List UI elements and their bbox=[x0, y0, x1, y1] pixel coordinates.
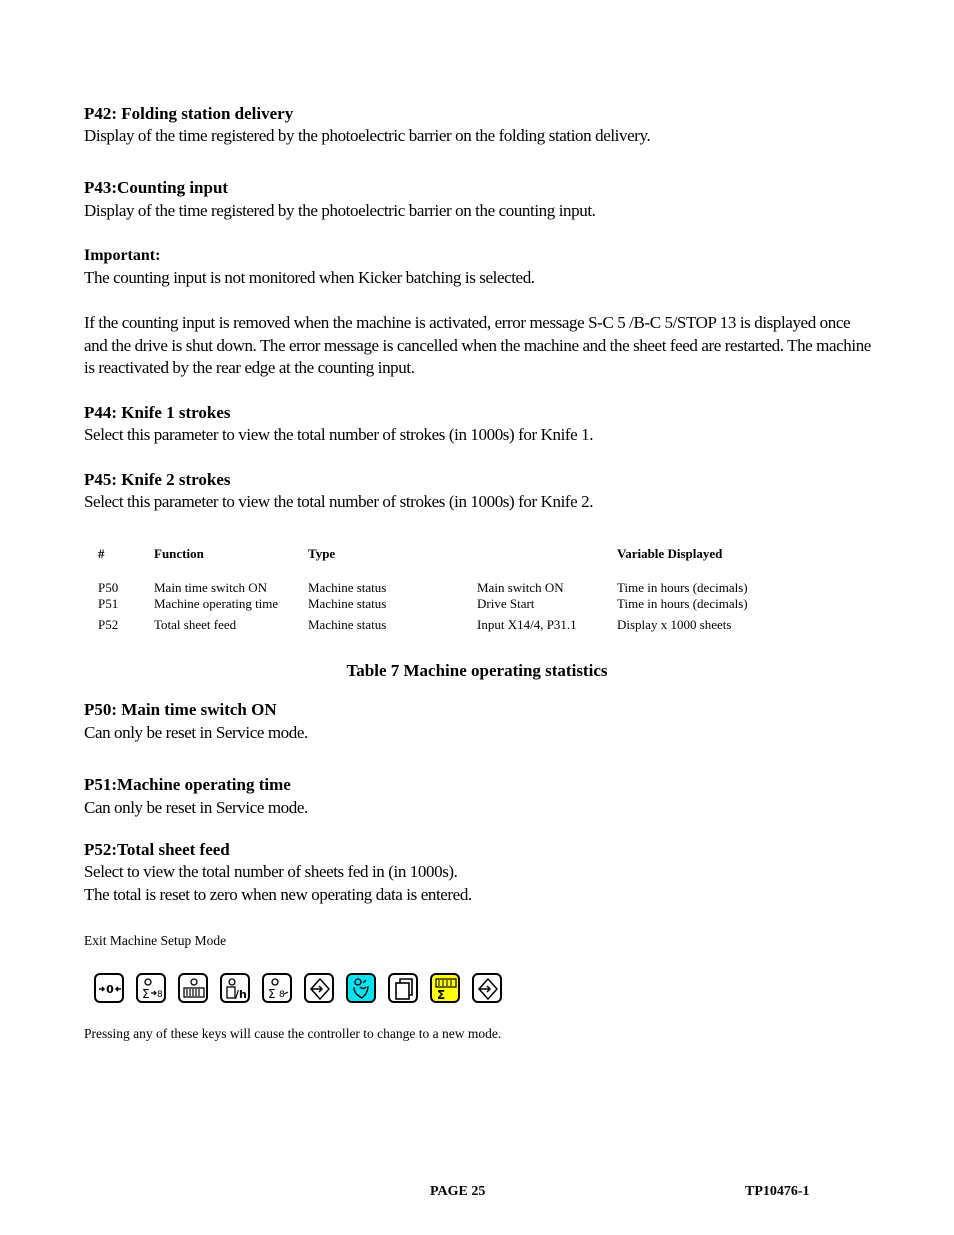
important-heading: Important: bbox=[84, 247, 161, 264]
table-cell: Drive Start bbox=[477, 596, 535, 611]
p42-heading: P42: Folding station delivery bbox=[84, 104, 294, 123]
col-header-type: Type bbox=[308, 546, 336, 561]
table-cell: P50 bbox=[98, 580, 119, 595]
table-cell: Display x 1000 sheets bbox=[617, 617, 732, 632]
page-number: PAGE 25 bbox=[430, 1184, 486, 1199]
counter-key-icon[interactable] bbox=[178, 973, 208, 1003]
p52-text2: The total is reset to zero when new operating data is entered. bbox=[84, 885, 472, 904]
table-cell: Total sheet feed bbox=[154, 617, 237, 632]
table-cell: Machine operating time bbox=[154, 596, 279, 611]
p42-text: Display of the time registered by the photoelectric barrier on the folding station delivery. bbox=[84, 126, 651, 145]
p44-text: Select this parameter to view the total number of strokes (in 1000s) for Knife 1. bbox=[84, 425, 594, 444]
table-cell: Machine status bbox=[308, 580, 387, 595]
svg-text:8: 8 bbox=[157, 990, 163, 1000]
table-cell: Time in hours (decimals) bbox=[617, 596, 748, 611]
table-cell: Time in hours (decimals) bbox=[617, 580, 748, 595]
document-id: TP10476-1 bbox=[745, 1184, 810, 1199]
svg-text:0: 0 bbox=[106, 983, 114, 996]
svg-text:8: 8 bbox=[279, 990, 285, 1000]
p45-heading: P45: Knife 2 strokes bbox=[84, 470, 231, 489]
sheets-per-hour-key-icon[interactable] bbox=[220, 973, 250, 1003]
sum-reset-key-icon[interactable] bbox=[136, 973, 166, 1003]
enter-key-icon[interactable] bbox=[304, 973, 334, 1003]
exit-title: Exit Machine Setup Mode bbox=[84, 933, 227, 948]
thousand-sum-key-icon[interactable] bbox=[430, 973, 460, 1003]
col-header-function: Function bbox=[154, 546, 204, 561]
table-cell: Machine status bbox=[308, 596, 387, 611]
copy-key-icon[interactable] bbox=[388, 973, 418, 1003]
exit-note: Pressing any of these keys will cause the controller to change to a new mode. bbox=[84, 1026, 502, 1041]
zero-reset-key-icon[interactable] bbox=[94, 973, 124, 1003]
p43-text: Display of the time registered by the photoelectric barrier on the counting input. bbox=[84, 201, 596, 220]
svg-text:Σ: Σ bbox=[268, 987, 276, 1001]
table-cell: Input X14/4, P31.1 bbox=[477, 617, 577, 632]
important-text2: If the counting input is removed when the machine is activated, error message S-C 5 /B-C 5/STOP 13 is displayed once and the drive is shut down. The error message is cancelled when the machine and the sheet feed are restarted. The machine is reactivated by the rear edge at the counting input. bbox=[84, 313, 871, 377]
col-header-num: # bbox=[98, 546, 105, 561]
table-cell: P52 bbox=[98, 617, 119, 632]
p43-heading: P43:Counting input bbox=[84, 178, 229, 197]
p44-heading: P44: Knife 1 strokes bbox=[84, 403, 231, 422]
p50-text: Can only be reset in Service mode. bbox=[84, 723, 308, 742]
p51-heading: P51:Machine operating time bbox=[84, 775, 291, 794]
table-cell: Main time switch ON bbox=[154, 580, 268, 595]
service-key-icon[interactable] bbox=[346, 973, 376, 1003]
p45-text: Select this parameter to view the total number of strokes (in 1000s) for Knife 2. bbox=[84, 492, 594, 511]
sum-key-icon[interactable] bbox=[262, 973, 292, 1003]
p51-text: Can only be reset in Service mode. bbox=[84, 798, 308, 817]
table-cell: Machine status bbox=[308, 617, 387, 632]
important-text1: The counting input is not monitored when Kicker batching is selected. bbox=[84, 268, 535, 287]
p52-heading: P52:Total sheet feed bbox=[84, 840, 230, 859]
table-cell: P51 bbox=[98, 596, 119, 611]
p50-heading: P50: Main time switch ON bbox=[84, 700, 277, 719]
table-cell: Main switch ON bbox=[477, 580, 564, 595]
enter-key-icon[interactable] bbox=[472, 973, 502, 1003]
svg-text:Σ: Σ bbox=[437, 988, 446, 1001]
svg-text:/h: /h bbox=[235, 988, 247, 1001]
p52-text1: Select to view the total number of sheets fed in (in 1000s). bbox=[84, 862, 458, 881]
col-header-variable: Variable Displayed bbox=[617, 546, 723, 561]
table-caption: Table 7 Machine operating statistics bbox=[346, 661, 608, 680]
svg-text:Σ: Σ bbox=[142, 987, 150, 1001]
